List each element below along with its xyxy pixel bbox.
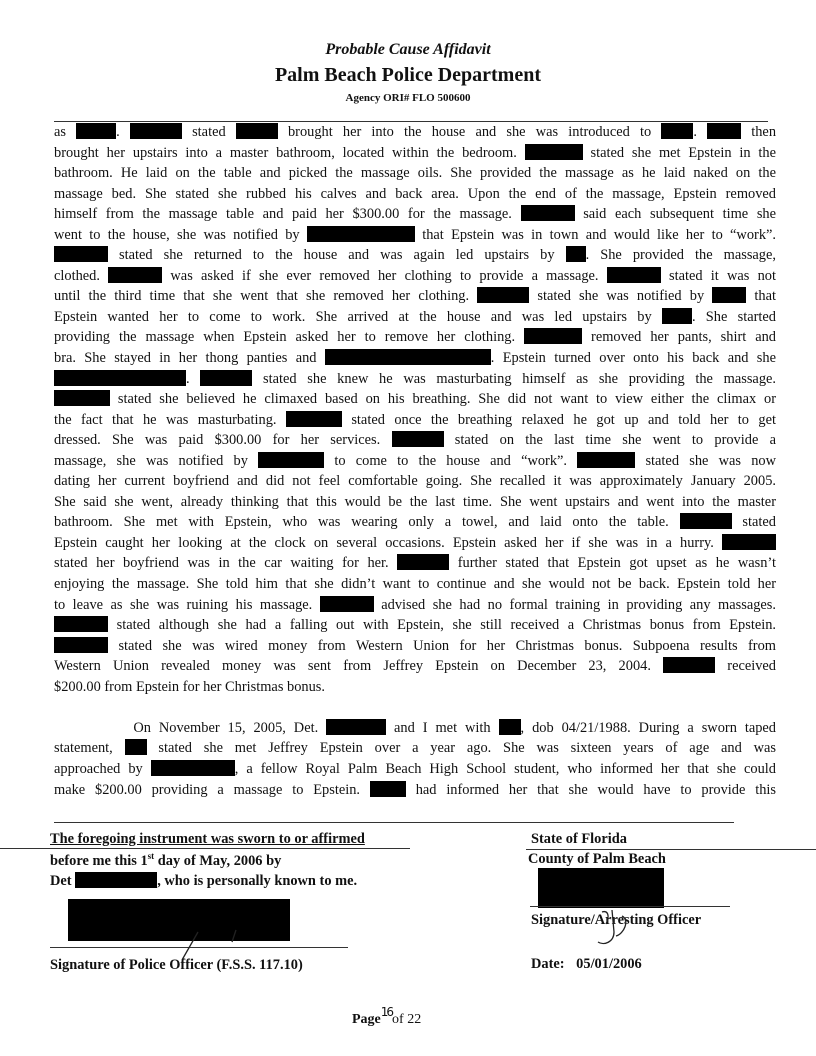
text-segment: bathroom. She met with Epstein, who was wearing only a towel, and laid onto the table. xyxy=(54,514,680,531)
text-segment: make $200.00 providing a massage to Epstein. xyxy=(54,781,370,798)
text-segment: that xyxy=(746,288,776,305)
text-line xyxy=(54,369,776,390)
redaction-box xyxy=(236,123,278,139)
narrative-paragraph-2 xyxy=(54,718,776,800)
redaction-box xyxy=(712,287,746,303)
redaction-box xyxy=(525,144,583,160)
text-line xyxy=(54,451,776,472)
redaction-box xyxy=(54,370,186,386)
redaction-box xyxy=(258,452,324,468)
redaction-box xyxy=(661,123,693,139)
text-segment: stated once the breathing relaxed he got up and told her to get xyxy=(341,411,776,428)
text-line xyxy=(54,122,776,143)
police-signature-label: Signature of Police Officer (F.S.S. 117.10) xyxy=(50,957,303,973)
text-segment: massage, she was notified by xyxy=(54,452,259,469)
text-segment: removed her pants, shirt and xyxy=(582,329,777,346)
text-segment: . xyxy=(693,124,708,140)
text-line xyxy=(54,533,776,554)
text-segment: clothed. xyxy=(54,267,109,284)
text-segment: She said she went, already thinking that this would be the last time. She went upstairs and went into the master xyxy=(54,493,776,510)
text-line xyxy=(54,636,776,657)
text-line xyxy=(54,245,776,266)
page-prefix: Page xyxy=(352,1012,381,1027)
text-line xyxy=(54,204,776,225)
text-segment: enjoying the massage. She told him that she didn’t want to continue and she would not be back. Epstein told her xyxy=(54,576,776,593)
text-segment: stated xyxy=(181,124,236,140)
text-segment: Western Union revealed money was sent from Jeffrey Epstein on December 23, 2004. xyxy=(54,658,664,675)
officer-signature-scribble xyxy=(594,906,640,956)
agency-ori: Agency ORI# FLO 500600 xyxy=(345,92,471,104)
det-label: Det xyxy=(50,873,72,889)
footer-rule-left xyxy=(0,848,410,849)
text-line xyxy=(54,595,776,616)
text-segment: Epstein wanted her to come to work. She arrived at the house and was led upstairs by xyxy=(54,308,662,325)
affidavit-title: Probable Cause Affidavit xyxy=(325,41,491,58)
redaction-box xyxy=(130,123,182,139)
text-segment: himself from the massage table and paid her $300.00 for the massage. xyxy=(54,206,521,223)
text-segment: had informed her that she would have to provide this xyxy=(405,781,776,798)
redaction-box xyxy=(722,534,776,550)
text-line xyxy=(54,780,776,801)
county-label: County of Palm Beach xyxy=(528,851,666,867)
redaction-box xyxy=(392,431,444,447)
redaction-box xyxy=(125,739,147,755)
redaction-box xyxy=(307,226,415,242)
text-segment: received xyxy=(715,658,777,675)
date-row xyxy=(531,956,642,973)
text-segment: statement, xyxy=(54,740,125,757)
text-segment: was asked if she ever removed her clothing to provide a massage. xyxy=(162,267,607,284)
text-line xyxy=(54,348,776,369)
text-segment: then xyxy=(741,124,777,140)
redaction-box xyxy=(108,267,162,283)
text-line xyxy=(54,615,776,636)
text-line xyxy=(54,492,776,513)
text-segment: the fact that he was masturbating. xyxy=(54,411,286,428)
text-line xyxy=(54,143,776,164)
text-segment: as xyxy=(54,124,77,140)
text-segment: bra. She stayed in her thong panties and xyxy=(54,350,325,367)
text-segment: to leave as she was ruining his massage. xyxy=(54,596,320,613)
known-to-me: , who is personally known to me. xyxy=(157,873,358,889)
text-segment: bathroom. He laid on the table and picked the massage oils. She provided the massage as he laid naked on the xyxy=(54,165,776,182)
text-segment: dating her current boyfriend and did not feel comfortable going. She recalled it was approximately January 2005. xyxy=(54,473,776,490)
redaction-box xyxy=(326,719,386,735)
text-segment: stated she was wired money from Western Union for her Christmas bonus. Subpoena results from xyxy=(108,637,776,654)
text-segment: stated xyxy=(731,514,776,531)
text-segment: said each subsequent time she xyxy=(574,206,776,223)
text-segment: stated her boyfriend was in the car waiting for her. xyxy=(54,555,398,572)
redaction-box xyxy=(577,452,635,468)
text-segment: that Epstein was in town and would like her to “work”. xyxy=(414,226,776,243)
text-segment: brought her upstairs into a master bathroom, located within the bedroom. xyxy=(54,144,525,161)
date-label: Date: xyxy=(531,956,565,972)
redaction-box xyxy=(663,657,715,673)
text-segment: dressed. She was paid $300.00 for her services. xyxy=(54,432,392,449)
redaction-box xyxy=(320,596,374,612)
redaction-box xyxy=(325,349,491,365)
sworn-before-me: before me this 1st day of May, 2006 by xyxy=(50,851,282,869)
narrative-paragraph-1 xyxy=(54,122,776,697)
text-line xyxy=(54,471,776,492)
redaction-box xyxy=(75,872,157,888)
footer-rule-right xyxy=(526,849,816,850)
text-segment: went to the house, she was notified by xyxy=(54,226,307,243)
text-segment: stated on the last time she went to provide a xyxy=(443,432,776,449)
department-title: Palm Beach Police Department xyxy=(274,64,542,86)
state-label: State of Florida xyxy=(531,831,627,847)
redaction-box xyxy=(54,616,108,632)
text-segment: until the third time that she went that she removed her clothing. xyxy=(54,288,478,305)
text-segment: massage bed. She stated she rubbed his calves and back area. Upon the end of the massage, Epstein removed xyxy=(54,185,776,202)
text-line xyxy=(54,677,776,698)
redaction-box xyxy=(397,554,449,570)
text-segment: , a fellow Royal Palm Beach High School student, who informed her that she could xyxy=(234,760,776,777)
redaction-box xyxy=(707,123,741,139)
page-suffix: of 22 xyxy=(392,1012,422,1027)
sworn-line-2 xyxy=(50,851,281,870)
text-segment: Epstein caught her looking at the clock on several occasions. Epstein asked her if she was in a hurry. xyxy=(54,534,722,551)
text-line xyxy=(54,266,776,287)
text-line xyxy=(54,410,776,431)
redaction-box xyxy=(54,637,108,653)
arresting-officer-label: Signature/Arresting Officer xyxy=(531,912,702,928)
text-line xyxy=(54,327,776,348)
text-segment: $200.00 from Epstein for her Christmas bonus. xyxy=(54,678,325,695)
text-line xyxy=(54,574,776,595)
redaction-box xyxy=(370,781,406,797)
text-line xyxy=(54,184,776,205)
redacted-signature-officer xyxy=(538,868,664,908)
text-segment: stated she met Epstein in the xyxy=(582,144,776,161)
text-segment: advised she had no formal training in providing any massages. xyxy=(373,596,777,613)
text-segment: , dob 04/21/1988. During a sworn taped xyxy=(520,719,776,736)
text-segment: On November 15, 2005, Det. xyxy=(54,719,327,736)
redaction-box xyxy=(76,123,116,139)
text-segment: . xyxy=(186,370,201,387)
text-line xyxy=(54,307,776,328)
redaction-box xyxy=(54,390,110,406)
text-segment: . She provided the massage, xyxy=(585,247,776,264)
text-segment: stated she returned to the house and was again led upstairs by xyxy=(108,247,566,264)
handwritten-page-number: 16 xyxy=(380,1005,393,1019)
text-segment: stated she met Jeffrey Epstein over a year ago. She was sixteen years of age and was xyxy=(146,740,777,757)
text-segment: to come to the house and “work”. xyxy=(324,452,578,469)
text-line xyxy=(54,656,776,677)
redaction-box xyxy=(662,308,692,324)
redaction-box xyxy=(499,719,521,735)
text-segment: stated it was not xyxy=(660,267,776,284)
text-segment: and I met with xyxy=(386,719,499,736)
text-segment: . She started xyxy=(691,308,776,325)
affidavit-body xyxy=(54,122,776,800)
text-segment: providing the massage when Epstein asked her to remove her clothing. xyxy=(54,329,525,346)
text-line xyxy=(54,512,776,533)
redaction-box xyxy=(524,328,582,344)
text-segment: . Epstein turned over onto his back and she xyxy=(490,350,776,367)
redaction-box xyxy=(54,246,108,262)
text-line xyxy=(54,553,776,574)
text-line xyxy=(54,759,776,780)
redaction-box xyxy=(607,267,661,283)
text-line xyxy=(54,163,776,184)
text-line xyxy=(54,718,776,739)
text-segment: brought her into the house and she was introduced to xyxy=(277,124,662,140)
text-line xyxy=(54,430,776,451)
redaction-box xyxy=(680,513,732,529)
text-line xyxy=(54,225,776,246)
text-segment: stated she believed he climaxed based on his breathing. She did not want to view either the climax or xyxy=(110,391,776,408)
redaction-box xyxy=(566,246,586,262)
text-segment: stated she knew he was masturbating himself as she providing the massage. xyxy=(252,370,776,387)
text-segment: approached by xyxy=(54,760,151,777)
redaction-box xyxy=(286,411,342,427)
text-segment: further stated that Epstein got upset as he wasn’t xyxy=(449,555,776,572)
redaction-box xyxy=(200,370,252,386)
text-line xyxy=(54,389,776,410)
text-line xyxy=(54,286,776,307)
redaction-box xyxy=(477,287,529,303)
text-segment: stated she was now xyxy=(635,452,776,469)
sworn-line-1: The foregoing instrument was sworn to or affirmed xyxy=(50,831,365,847)
page-number xyxy=(352,1005,422,1028)
text-line xyxy=(54,738,776,759)
redaction-box xyxy=(151,760,235,776)
text-segment: . xyxy=(116,124,130,140)
sworn-line-3 xyxy=(50,872,357,890)
date-value: 05/01/2006 xyxy=(576,956,642,972)
footer-top-rule xyxy=(54,822,734,823)
text-segment: stated although she had a falling out with Epstein, she still received a Christmas bonus from Epstein. xyxy=(108,617,776,634)
redaction-box xyxy=(521,205,575,221)
text-segment: stated she was notified by xyxy=(529,288,713,305)
